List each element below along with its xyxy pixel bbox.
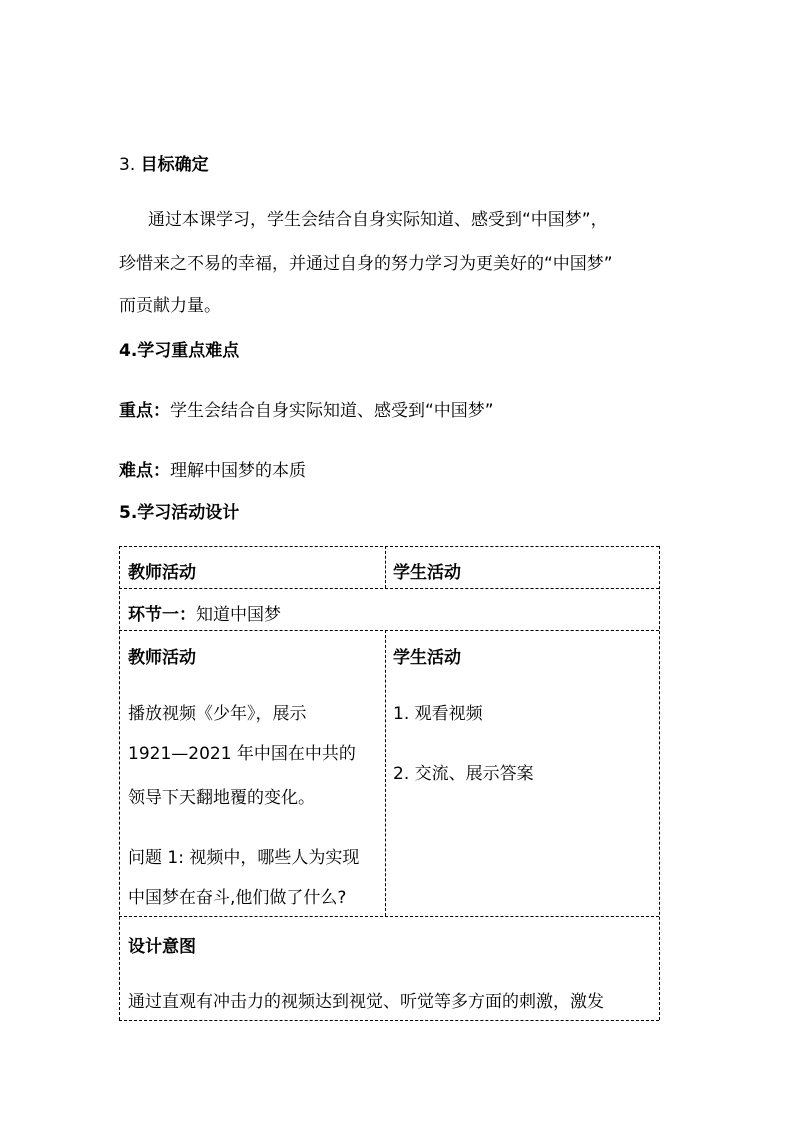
table-row-divider — [119, 916, 659, 917]
teacher-activity-line: 中国梦在奋斗,他们做了什么? — [128, 888, 347, 908]
goal-paragraph-line-1: 通过本课学习，学生会结合自身实际知道、感受到“中国梦”， — [148, 210, 608, 230]
key-point-label: 重点： — [119, 401, 170, 421]
section-3-heading — [119, 150, 209, 175]
section-5-heading: 5.学习活动设计 — [119, 503, 240, 523]
difficulty-line — [119, 456, 306, 481]
section-3-title: 目标确定 — [140, 155, 209, 175]
teacher-activity-subheading: 教师活动 — [128, 648, 196, 668]
stage-label: 环节一： — [128, 605, 196, 625]
student-activity-subheading: 学生活动 — [393, 648, 461, 668]
section-3-number: 3. — [119, 155, 141, 175]
table-column-divider — [385, 630, 386, 916]
teacher-activity-line: 播放视频《少年》，展示 — [128, 704, 307, 724]
section-4-heading: 4.学习重点难点 — [119, 341, 240, 361]
teacher-activity-line: 1921—2021 年中国在中共的 — [128, 744, 356, 764]
design-intent-label: 设计意图 — [128, 937, 196, 957]
design-intent-text: 通过直观有冲击力的视频达到视觉、听觉等多方面的刺激，激发 — [128, 992, 604, 1012]
table-header-teacher: 教师活动 — [128, 563, 196, 583]
teacher-activity-line: 问题 1: 视频中，哪些人为实现 — [128, 848, 360, 868]
key-point-line — [119, 396, 494, 421]
difficulty-label: 难点： — [119, 461, 170, 481]
table-border-top — [119, 546, 659, 547]
table-border-right — [659, 546, 660, 1020]
table-border-bottom — [119, 1020, 659, 1021]
student-activity-item: 2. 交流、展示答案 — [393, 764, 534, 784]
goal-paragraph-line-2: 珍惜来之不易的幸福，并通过自身的努力学习为更美好的“中国梦” — [119, 254, 613, 274]
key-point-text: 学生会结合自身实际知道、感受到“中国梦” — [170, 401, 494, 421]
table-border-left — [119, 546, 120, 1020]
teacher-activity-line: 领导下天翻地覆的变化。 — [128, 788, 315, 808]
table-row-divider — [119, 630, 659, 631]
table-row-divider — [119, 588, 659, 589]
goal-paragraph-line-3: 而贡献力量。 — [119, 296, 221, 316]
table-column-divider — [385, 546, 386, 588]
table-header-student: 学生活动 — [393, 563, 461, 583]
student-activity-item: 1. 观看视频 — [393, 704, 483, 724]
stage-text: 知道中国梦 — [196, 605, 281, 625]
difficulty-text: 理解中国梦的本质 — [170, 461, 306, 481]
stage-row — [128, 600, 281, 625]
